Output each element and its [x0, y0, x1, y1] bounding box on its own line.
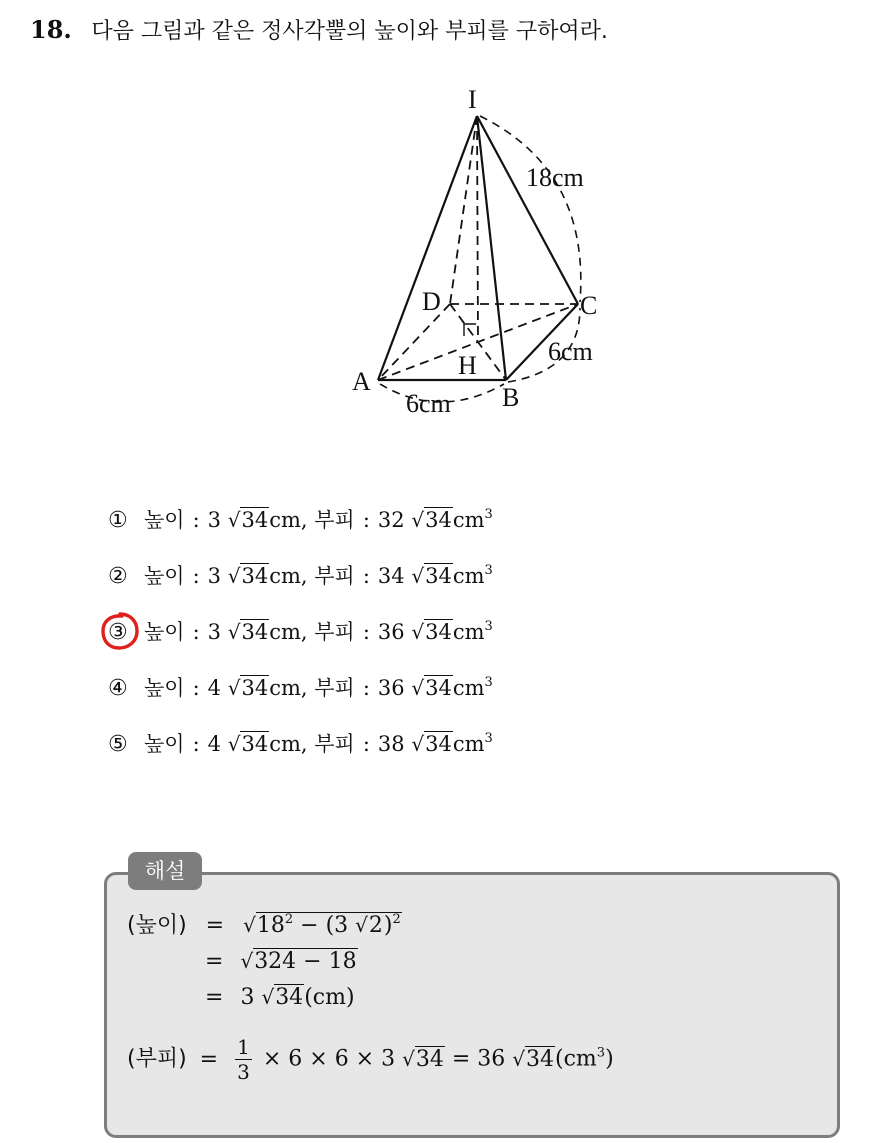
solution-tag: 해설: [128, 852, 202, 890]
volume-sqrt: √34: [411, 676, 452, 700]
volume-lhs: (부피): [127, 1046, 187, 1072]
height-label: 높이: [144, 732, 185, 756]
volume-coef: 38: [377, 732, 405, 756]
answer-circle-mark: [100, 611, 140, 651]
sqrt-outer: $√18^2 - (3$ √2)$^2$: [243, 912, 401, 938]
volume-label: 부피: [314, 564, 355, 588]
height-sqrt: √34: [227, 676, 269, 700]
height-coef: 4: [207, 676, 222, 700]
volume-coef: 36: [377, 620, 405, 644]
choice-number: ⑤: [108, 732, 128, 757]
label-a: A: [352, 367, 371, 396]
question: [30, 10, 608, 52]
label-d: D: [422, 287, 441, 316]
volume-sqrt: √34: [411, 732, 452, 756]
solution-line-3: = 3 √34(cm): [205, 985, 355, 1010]
height-coef: 3: [207, 620, 222, 644]
volume-sqrt: √34: [411, 508, 452, 532]
edge-id: [450, 116, 477, 304]
question-text: 다음 그림과 같은 정사각뿔의 높이와 부피를 구하여라.: [91, 19, 608, 44]
choice-2[interactable]: ② 높이 : 3 √34cm, 부피 : 34 $√34cm^3$: [108, 556, 493, 596]
label-c: C: [580, 291, 598, 320]
label-edge-ab: 6cm: [406, 389, 451, 418]
solution-line-2: = √324 − 18: [205, 949, 357, 974]
edge-ic: [477, 116, 578, 304]
solution-box: [104, 872, 840, 1138]
pyramid-diagram: [340, 80, 640, 420]
choice-1[interactable]: ① 높이 : 3 √34cm, 부피 : 32 $√34cm^3$: [108, 500, 493, 540]
volume-label: 부피: [314, 508, 355, 532]
height-sqrt: √34: [227, 620, 269, 644]
volume-label: 부피: [314, 676, 355, 700]
volume-coef: 36: [377, 676, 405, 700]
label-edge-ic: 18cm: [526, 163, 584, 192]
height-lhs: (높이): [127, 913, 187, 938]
label-b: B: [502, 383, 520, 412]
height-coef: 4: [207, 732, 222, 756]
pyramid-figure: [340, 80, 640, 420]
volume-coef: 34: [377, 564, 405, 588]
volume-label: 부피: [314, 732, 355, 756]
height-coef: 3: [207, 564, 222, 588]
volume-coef: 32: [377, 508, 405, 532]
volume-label: 부피: [314, 620, 355, 644]
solution-line-4: (부피) = $\frac{1}{3}$ × 6 × 6 × 3 √34 = 36 $√34(cm^3)$: [127, 1035, 614, 1084]
height-label: 높이: [144, 508, 185, 532]
edge-ih: [477, 116, 478, 342]
height-sqrt: √34: [227, 732, 269, 756]
height-sqrt: √34: [227, 508, 269, 532]
edge-ia: [378, 116, 477, 380]
label-edge-bc: 6cm: [548, 337, 593, 366]
volume-sqrt: √34: [411, 620, 452, 644]
choice-number: ④: [108, 676, 128, 701]
question-number: 18.: [30, 15, 72, 44]
height-label: 높이: [144, 676, 185, 700]
height-label: 높이: [144, 564, 185, 588]
height-sqrt: √34: [227, 564, 269, 588]
choice-number: ③: [108, 620, 128, 645]
solution-line-1: [127, 905, 402, 946]
label-i: I: [468, 85, 477, 114]
eq-sign: =: [205, 913, 225, 938]
height-coef: 3: [207, 508, 222, 532]
choice-4[interactable]: ④ 높이 : 4 √34cm, 부피 : 36 $√34cm^3$: [108, 668, 493, 708]
fraction-one-third: $\frac{1}{3}$: [237, 1035, 250, 1084]
choice-number: ②: [108, 564, 128, 589]
label-h: H: [458, 351, 477, 380]
choice-number: ①: [108, 508, 128, 533]
choice-5[interactable]: ⑤ 높이 : 4 √34cm, 부피 : 38 $√34cm^3$: [108, 724, 493, 764]
choice-3[interactable]: ③ 높이 : 3 √34cm, 부피 : 36 $√34cm^3$: [108, 612, 493, 652]
height-label: 높이: [144, 620, 185, 644]
volume-sqrt: √34: [411, 564, 452, 588]
